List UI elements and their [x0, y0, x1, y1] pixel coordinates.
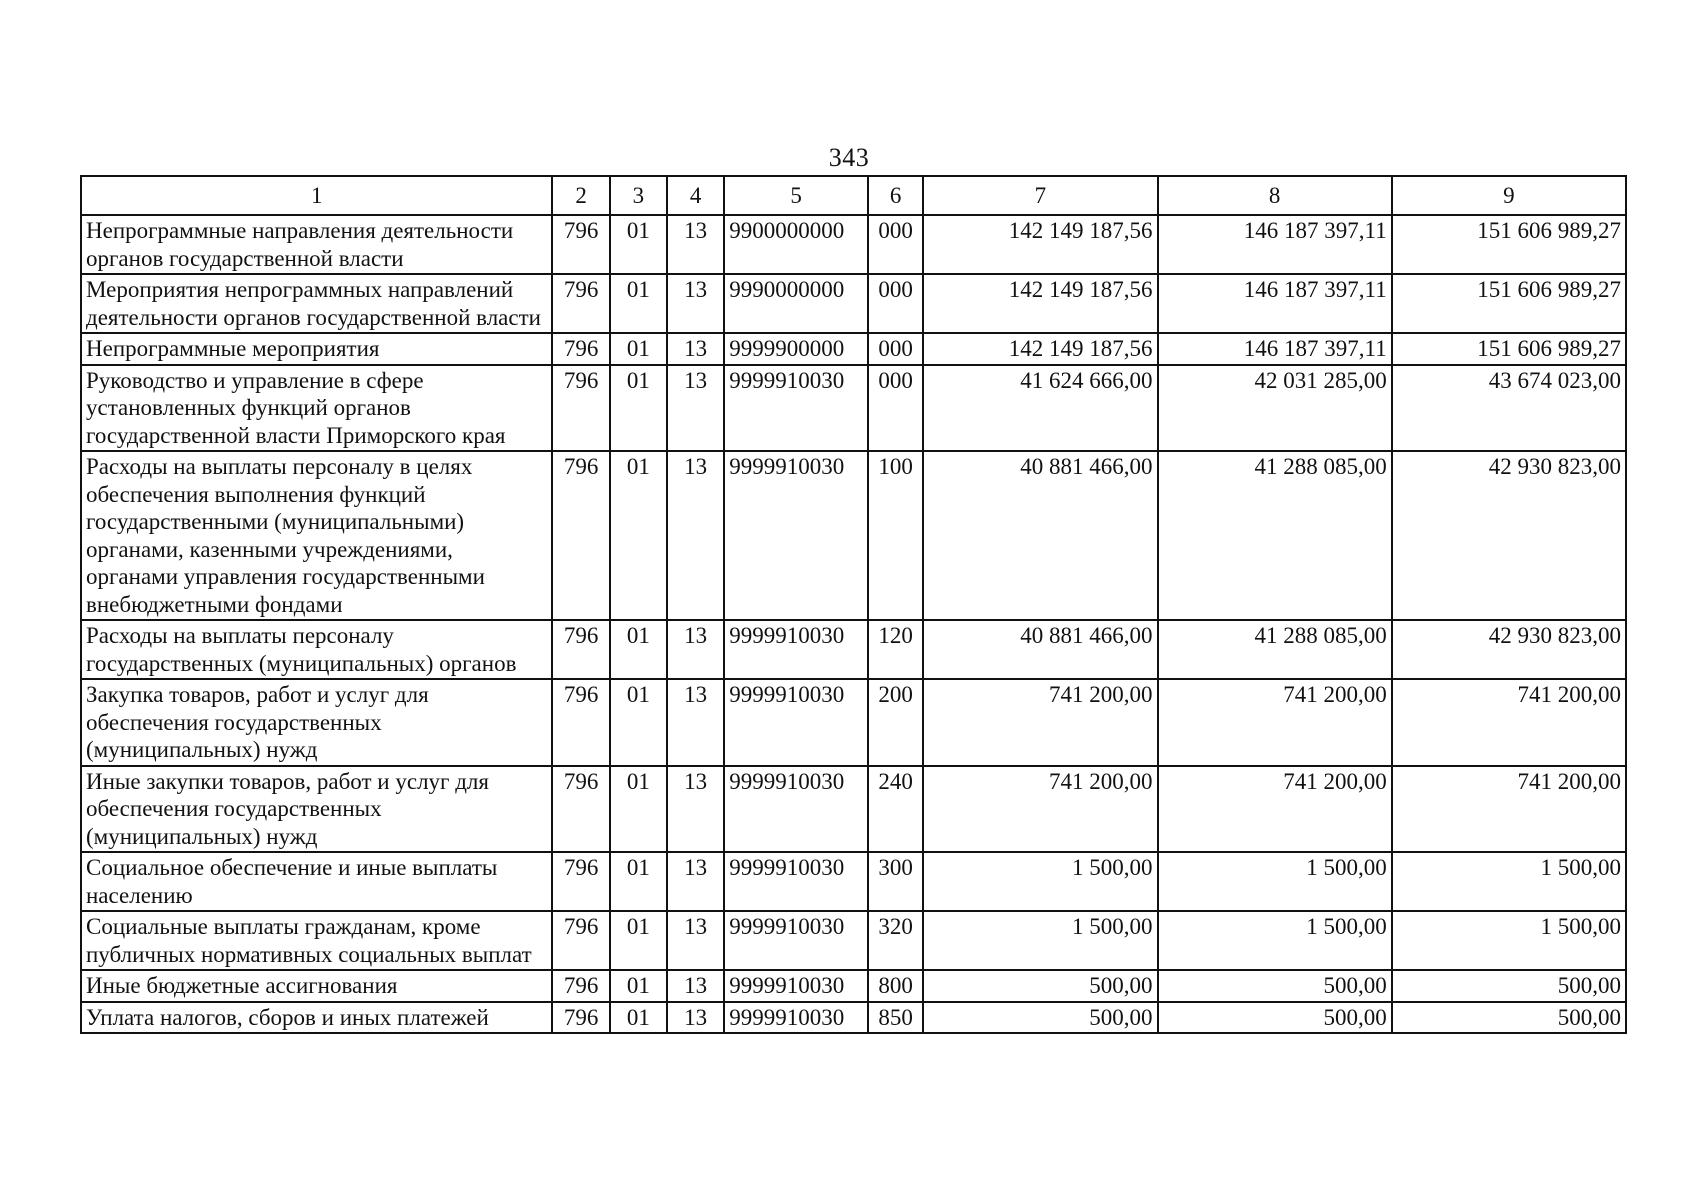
table-row	[81, 766, 1626, 853]
row-amount-col8: 146 187 397,11	[1158, 215, 1392, 274]
row-ministry-code: 796	[552, 274, 609, 333]
header-row	[81, 176, 1626, 215]
row-amount-col8: 41 288 085,00	[1158, 451, 1392, 620]
row-ministry-code: 796	[552, 333, 609, 365]
header-cell-4: 4	[667, 176, 724, 215]
row-subsection-code: 13	[667, 852, 724, 911]
row-section-code: 01	[610, 274, 667, 333]
row-amount-col7: 500,00	[923, 970, 1157, 1002]
row-target-code: 9999900000	[724, 333, 868, 365]
table-row	[81, 911, 1626, 970]
row-name: Расходы на выплаты персоналу государственных (муниципальных) органов	[81, 620, 552, 679]
row-expense-type-code: 200	[868, 679, 923, 766]
row-target-code: 9999910030	[724, 852, 868, 911]
row-amount-col9: 741 200,00	[1392, 679, 1626, 766]
row-section-code: 01	[610, 215, 667, 274]
row-target-code: 9999910030	[724, 365, 868, 452]
row-name: Мероприятия непрограммных направлений деятельности органов государственной власти	[81, 274, 552, 333]
row-expense-type-code: 800	[868, 970, 923, 1002]
row-ministry-code: 796	[552, 215, 609, 274]
header-cell-2: 2	[552, 176, 609, 215]
row-amount-col8: 500,00	[1158, 970, 1392, 1002]
row-subsection-code: 13	[667, 911, 724, 970]
table-row	[81, 679, 1626, 766]
row-amount-col7: 142 149 187,56	[923, 215, 1157, 274]
row-name: Непрограммные мероприятия	[81, 333, 552, 365]
page-number: 343	[828, 143, 870, 172]
row-ministry-code: 796	[552, 911, 609, 970]
row-amount-col9: 42 930 823,00	[1392, 451, 1626, 620]
table-body	[81, 215, 1626, 1033]
row-amount-col8: 146 187 397,11	[1158, 333, 1392, 365]
row-name: Социальное обеспечение и иные выплаты населению	[81, 852, 552, 911]
row-target-code: 9999910030	[724, 1002, 868, 1034]
header-cell-5: 5	[724, 176, 868, 215]
row-subsection-code: 13	[667, 679, 724, 766]
row-amount-col8: 1 500,00	[1158, 911, 1392, 970]
row-ministry-code: 796	[552, 679, 609, 766]
row-name: Уплата налогов, сборов и иных платежей	[81, 1002, 552, 1034]
row-expense-type-code: 000	[868, 333, 923, 365]
header-cell-1: 1	[81, 176, 552, 215]
row-expense-type-code: 240	[868, 766, 923, 853]
row-amount-col7: 40 881 466,00	[923, 620, 1157, 679]
row-amount-col7: 41 624 666,00	[923, 365, 1157, 452]
row-name: Расходы на выплаты персоналу в целях обеспечения выполнения функций государственными (муниципальными) органами, казенными учреждениями, органами управления государственными внебюджетными фондами	[81, 451, 552, 620]
row-expense-type-code: 000	[868, 274, 923, 333]
row-amount-col7: 142 149 187,56	[923, 333, 1157, 365]
table-row	[81, 1002, 1626, 1034]
budget-table	[80, 175, 1627, 1034]
row-section-code: 01	[610, 911, 667, 970]
table-row	[81, 970, 1626, 1002]
table-row	[81, 852, 1626, 911]
row-name: Закупка товаров, работ и услуг для обеспечения государственных (муниципальных) нужд	[81, 679, 552, 766]
row-section-code: 01	[610, 620, 667, 679]
row-subsection-code: 13	[667, 274, 724, 333]
row-amount-col7: 500,00	[923, 1002, 1157, 1034]
table-header	[81, 176, 1626, 215]
row-subsection-code: 13	[667, 333, 724, 365]
row-ministry-code: 796	[552, 766, 609, 853]
row-expense-type-code: 120	[868, 620, 923, 679]
row-target-code: 9999910030	[724, 679, 868, 766]
row-amount-col7: 741 200,00	[923, 766, 1157, 853]
row-ministry-code: 796	[552, 1002, 609, 1034]
row-section-code: 01	[610, 365, 667, 452]
row-ministry-code: 796	[552, 451, 609, 620]
row-amount-col8: 1 500,00	[1158, 852, 1392, 911]
header-cell-7: 7	[923, 176, 1157, 215]
row-amount-col8: 741 200,00	[1158, 679, 1392, 766]
row-amount-col9: 151 606 989,27	[1392, 333, 1626, 365]
row-name: Иные закупки товаров, работ и услуг для обеспечения государственных (муниципальных) нужд	[81, 766, 552, 853]
row-amount-col9: 1 500,00	[1392, 911, 1626, 970]
row-expense-type-code: 100	[868, 451, 923, 620]
row-ministry-code: 796	[552, 852, 609, 911]
row-ministry-code: 796	[552, 970, 609, 1002]
row-amount-col8: 41 288 085,00	[1158, 620, 1392, 679]
header-cell-6: 6	[868, 176, 923, 215]
row-name: Социальные выплаты гражданам, кроме публичных нормативных социальных выплат	[81, 911, 552, 970]
row-target-code: 9999910030	[724, 911, 868, 970]
row-target-code: 9999910030	[724, 766, 868, 853]
row-expense-type-code: 850	[868, 1002, 923, 1034]
row-subsection-code: 13	[667, 970, 724, 1002]
row-target-code: 9999910030	[724, 970, 868, 1002]
row-expense-type-code: 320	[868, 911, 923, 970]
row-target-code: 9999910030	[724, 620, 868, 679]
row-target-code: 9990000000	[724, 274, 868, 333]
table-row	[81, 274, 1626, 333]
row-amount-col7: 1 500,00	[923, 852, 1157, 911]
row-name: Руководство и управление в сфере установленных функций органов государственной власти Приморского края	[81, 365, 552, 452]
row-ministry-code: 796	[552, 365, 609, 452]
row-amount-col9: 42 930 823,00	[1392, 620, 1626, 679]
row-section-code: 01	[610, 1002, 667, 1034]
row-amount-col7: 741 200,00	[923, 679, 1157, 766]
row-section-code: 01	[610, 679, 667, 766]
row-subsection-code: 13	[667, 451, 724, 620]
row-section-code: 01	[610, 333, 667, 365]
row-section-code: 01	[610, 852, 667, 911]
row-section-code: 01	[610, 970, 667, 1002]
row-amount-col9: 151 606 989,27	[1392, 274, 1626, 333]
header-cell-9: 9	[1392, 176, 1626, 215]
row-subsection-code: 13	[667, 1002, 724, 1034]
table-row	[81, 333, 1626, 365]
row-amount-col9: 500,00	[1392, 1002, 1626, 1034]
row-amount-col9: 500,00	[1392, 970, 1626, 1002]
row-amount-col8: 500,00	[1158, 1002, 1392, 1034]
row-amount-col9: 151 606 989,27	[1392, 215, 1626, 274]
row-amount-col7: 1 500,00	[923, 911, 1157, 970]
header-cell-3: 3	[610, 176, 667, 215]
row-amount-col8: 741 200,00	[1158, 766, 1392, 853]
row-amount-col7: 142 149 187,56	[923, 274, 1157, 333]
row-expense-type-code: 300	[868, 852, 923, 911]
table-row	[81, 451, 1626, 620]
row-subsection-code: 13	[667, 766, 724, 853]
row-name: Иные бюджетные ассигнования	[81, 970, 552, 1002]
row-amount-col9: 1 500,00	[1392, 852, 1626, 911]
row-ministry-code: 796	[552, 620, 609, 679]
row-amount-col8: 42 031 285,00	[1158, 365, 1392, 452]
row-subsection-code: 13	[667, 620, 724, 679]
row-amount-col9: 43 674 023,00	[1392, 365, 1626, 452]
table-row	[81, 620, 1626, 679]
header-cell-8: 8	[1158, 176, 1392, 215]
row-expense-type-code: 000	[868, 215, 923, 274]
row-subsection-code: 13	[667, 215, 724, 274]
table-row	[81, 365, 1626, 452]
row-section-code: 01	[610, 451, 667, 620]
row-amount-col8: 146 187 397,11	[1158, 274, 1392, 333]
row-section-code: 01	[610, 766, 667, 853]
row-name: Непрограммные направления деятельности органов государственной власти	[81, 215, 552, 274]
row-subsection-code: 13	[667, 365, 724, 452]
row-amount-col7: 40 881 466,00	[923, 451, 1157, 620]
row-target-code: 9900000000	[724, 215, 868, 274]
row-expense-type-code: 000	[868, 365, 923, 452]
row-amount-col9: 741 200,00	[1392, 766, 1626, 853]
table-row	[81, 215, 1626, 274]
row-target-code: 9999910030	[724, 451, 868, 620]
